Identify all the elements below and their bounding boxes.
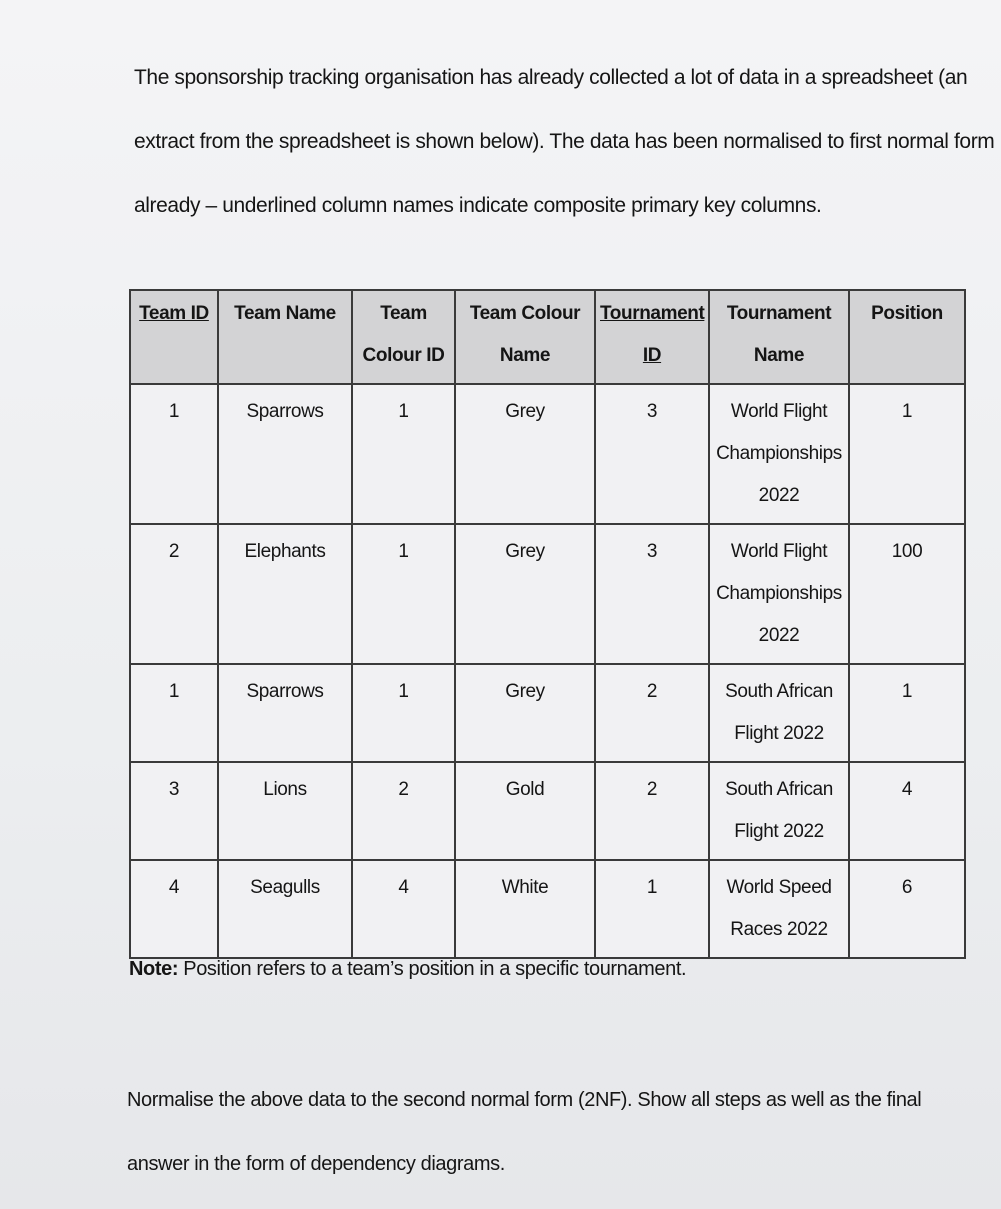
cell-team-name: Lions: [218, 762, 352, 860]
cell-team-colour-name: Grey: [455, 664, 595, 762]
cell-tournament-id: 3: [595, 524, 709, 664]
cell-team-colour-id: 4: [352, 860, 455, 958]
header-position: Position: [849, 290, 965, 384]
cell-team-colour-name: Grey: [455, 384, 595, 524]
question-line: answer in the form of dependency diagrams.: [127, 1153, 505, 1175]
cell-team-colour-name: White: [455, 860, 595, 958]
cell-position: 1: [849, 664, 965, 762]
header-team-colour-id: Team Colour ID: [352, 290, 455, 384]
question-paragraph: [127, 1068, 967, 1196]
header-tournament-name: Tournament Name: [709, 290, 849, 384]
intro-line: extract from the spreadsheet is shown below). The data has been normalised to first normal form: [134, 130, 995, 153]
cell-team-id: 3: [130, 762, 218, 860]
header-team-colour-name: Team Colour Name: [455, 290, 595, 384]
intro-line: The sponsorship tracking organisation has already collected a lot of data in a spreadsheet (an: [134, 66, 968, 89]
cell-team-name: Elephants: [218, 524, 352, 664]
cell-team-name: Sparrows: [218, 384, 352, 524]
table-row: [130, 524, 965, 664]
cell-team-colour-id: 1: [352, 524, 455, 664]
cell-tournament-name: South African Flight 2022: [709, 762, 849, 860]
cell-position: 4: [849, 762, 965, 860]
cell-tournament-name: World Flight Championships 2022: [709, 384, 849, 524]
cell-team-name: Seagulls: [218, 860, 352, 958]
cell-position: 100: [849, 524, 965, 664]
note-label: Note:: [129, 958, 179, 980]
cell-tournament-id: 2: [595, 664, 709, 762]
header-team-id: Team ID: [130, 290, 218, 384]
cell-team-id: 2: [130, 524, 218, 664]
note-body: Position refers to a team’s position in a specific tournament.: [178, 958, 687, 980]
note-text: [129, 958, 686, 981]
cell-tournament-name: World Speed Races 2022: [709, 860, 849, 958]
cell-tournament-name: World Flight Championships 2022: [709, 524, 849, 664]
cell-tournament-id: 2: [595, 762, 709, 860]
spreadsheet-extract-table: [129, 289, 966, 959]
question-line: Normalise the above data to the second normal form (2NF). Show all steps as well as the final: [127, 1089, 922, 1111]
cell-tournament-name: South African Flight 2022: [709, 664, 849, 762]
cell-team-id: 4: [130, 860, 218, 958]
cell-team-colour-name: Gold: [455, 762, 595, 860]
cell-team-colour-id: 2: [352, 762, 455, 860]
table-row: [130, 860, 965, 958]
header-team-name: Team Name: [218, 290, 352, 384]
cell-position: 6: [849, 860, 965, 958]
intro-paragraph: [134, 46, 995, 238]
cell-team-colour-id: 1: [352, 664, 455, 762]
intro-line: already – underlined column names indicate composite primary key columns.: [134, 194, 822, 217]
cell-team-id: 1: [130, 384, 218, 524]
cell-team-colour-name: Grey: [455, 524, 595, 664]
cell-position: 1: [849, 384, 965, 524]
cell-team-id: 1: [130, 664, 218, 762]
cell-team-colour-id: 1: [352, 384, 455, 524]
table-row: [130, 384, 965, 524]
header-tournament-id: Tournament ID: [595, 290, 709, 384]
cell-tournament-id: 1: [595, 860, 709, 958]
table-row: [130, 664, 965, 762]
table-row: [130, 762, 965, 860]
cell-tournament-id: 3: [595, 384, 709, 524]
table-header-row: [130, 290, 965, 384]
cell-team-name: Sparrows: [218, 664, 352, 762]
